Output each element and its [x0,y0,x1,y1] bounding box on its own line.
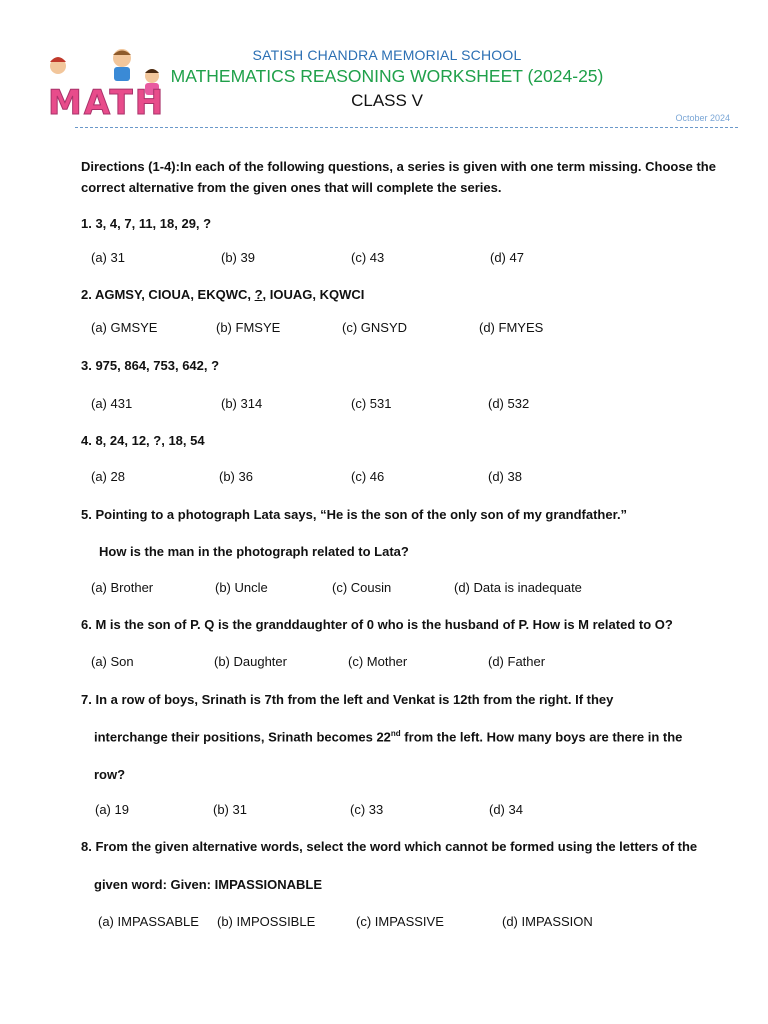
q8-option-b: (b) IMPOSSIBLE [217,914,316,929]
q3-option-c: (c) 531 [351,396,392,411]
question-5-line2: How is the man in the photograph related to Lata? [99,544,409,559]
q7-option-b: (b) 31 [213,802,247,817]
class-label: CLASS V [351,91,423,110]
logo-text: MATH [48,83,166,123]
q2-option-a: (a) GMSYE [91,320,158,335]
q5-option-d: (d) Data is inadequate [454,580,582,595]
q2-option-b: (b) FMSYE [216,320,281,335]
q7-option-a: (a) 19 [95,802,129,817]
q2-text-after: , IOUAG, KQWCI [262,287,365,302]
q4-option-d: (d) 38 [488,469,522,484]
q7-option-d: (d) 34 [489,802,523,817]
question-6: 6. M is the son of P. Q is the granddaughter of 0 who is the husband of P. How is M related to O? [81,617,673,632]
q5-option-c: (c) Cousin [332,580,392,595]
q4-option-b: (b) 36 [219,469,253,484]
q1-option-b: (b) 39 [221,250,255,265]
q3-option-d: (d) 532 [488,396,530,411]
q2-blank: ? [254,287,263,302]
q2-text-before: 2. AGMSY, CIOUA, EKQWC, [81,287,255,302]
question-2 [81,287,364,302]
q6-option-b: (b) Daughter [214,654,287,669]
q5-option-a: (a) Brother [91,580,154,595]
worksheet-title: MATHEMATICS REASONING WORKSHEET (2024-25) [170,66,604,86]
question-1: 1. 3, 4, 7, 11, 18, 29, ? [81,216,212,231]
question-3: 3. 975, 864, 753, 642, ? [81,358,220,373]
question-7: 7. In a row of boys, Srinath is 7th from the left and Venkat is 12th from the right. If they [81,692,614,707]
question-7-line2 [94,729,682,744]
q1-option-d: (d) 47 [490,250,524,265]
school-name: SATISH CHANDRA MEMORIAL SCHOOL [252,47,522,63]
q2-option-d: (d) FMYES [479,320,544,335]
q3-option-a: (a) 431 [91,396,133,411]
q4-option-c: (c) 46 [351,469,385,484]
q8-option-c: (c) IMPASSIVE [356,914,444,929]
question-4: 4. 8, 24, 12, ?, 18, 54 [81,433,205,448]
q8-option-a: (a) IMPASSABLE [98,914,199,929]
directions-text: Directions (1-4):In each of the following questions, a series is given with one term missing. Choose the correct alternative from the given ones that will complete the series. [81,159,716,195]
question-7-line3: row? [94,767,126,782]
q7-line2-sup: nd [390,729,401,738]
question-8: 8. From the given alternative words, select the word which cannot be formed using the letters of the [81,839,698,854]
q7-line2-before: interchange their positions, Srinath becomes 22 [94,729,391,745]
question-8-line2: given word: Given: IMPASSIONABLE [94,877,323,892]
q2-option-c: (c) GNSYD [342,320,407,335]
q7-option-c: (c) 33 [350,802,384,817]
q4-option-a: (a) 28 [91,469,125,484]
q7-line2-after: from the left. How many boys are there in the [400,729,683,745]
q1-option-a: (a) 31 [91,250,125,265]
header-divider [75,127,738,128]
q1-option-c: (c) 43 [351,250,385,265]
q6-option-a: (a) Son [91,654,134,669]
q8-option-d: (d) IMPASSION [502,914,593,929]
question-5: 5. Pointing to a photograph Lata says, “He is the son of the only son of my grandfather.” [81,507,628,522]
date-label: October 2024 [675,113,730,123]
q6-option-c: (c) Mother [348,654,408,669]
q6-option-d: (d) Father [488,654,546,669]
q3-option-b: (b) 314 [221,396,263,411]
q5-option-b: (b) Uncle [215,580,268,595]
